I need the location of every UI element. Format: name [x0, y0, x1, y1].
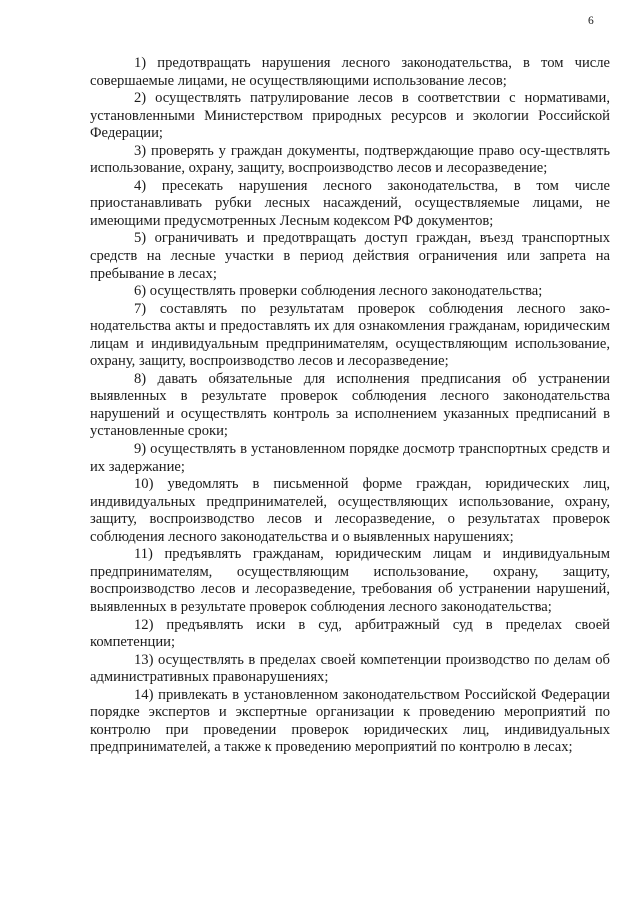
list-item: 5) ограничивать и предотвращать доступ граждан, въезд транспортных средств на лесные участки в период действия ограничения или запрета на пребывание в лесах; — [90, 230, 610, 282]
list-item: 8) давать обязательные для исполнения предписания об устранении выявленных в результате проверок соблюдения лесного законодательства нарушений и осуществлять контроль за исполнением указанных предписаний в установленные сроки; — [90, 370, 610, 440]
list-item: 9) осуществлять в установленном порядке досмотр транспортных средств и их задержание; — [90, 441, 610, 475]
list-item: 13) осуществлять в пределах своей компетенции производство по делам об административных правонарушениях; — [90, 651, 610, 686]
list-item: 10) уведомлять в письменной форме граждан, юридических лиц, индивидуальных предпринимателей, осуществляющих использование, охрану, защиту, воспроизводство лесов и лесоразведение, о результатах проверок соблюдения лесного законодательства и о выявленных нарушениях; — [90, 476, 610, 545]
page-number: 6 — [588, 15, 594, 27]
list-item: 11) предъявлять гражданам, юридическим лицам и индивидуальным предпринимателям, осуществляющим использование, охрану, защиту, воспроизводство лесов и лесоразведение, требования об устранении нарушений, выявленных в результате проверок соблюдения лесного законодательства; — [90, 546, 610, 615]
list-item: 3) проверять у граждан документы, подтверждающие право осу-ществлять использование, охрану, защиту, воспроизводство лесов и лесоразведение; — [90, 142, 610, 177]
list-item: 4) пресекать нарушения лесного законодательства, в том числе приостанавливать рубки лесных насаждений, осуществляемые лицами, не имеющими предусмотренных Лесным кодексом РФ документов; — [90, 177, 610, 229]
duties-list — [90, 55, 610, 757]
list-item: 14) привлекать в установленном законодательством Российской Федерации порядке экспертов и экспертные организации к проведению мероприятий по контролю при проведении проверок юридических лиц, индивидуальных предпринимателей, а также к проведению мероприятий по контролю в лесах; — [90, 686, 610, 756]
list-item: 12) предъявлять иски в суд, арбитражный суд в пределах своей компетенции; — [90, 616, 610, 651]
list-item: 2) осуществлять патрулирование лесов в соответствии с нормативами, установленными Министерством природных ресурсов и экологии Российской Федерации; — [90, 90, 610, 142]
list-item: 7) составлять по результатам проверок соблюдения лесного зако-нодательства акты и предоставлять их для ознакомления гражданам, юридическим лицам и индивидуальным предпринимателям, осуществляющим использование, охрану, защиту, воспроизводство лесов и лесоразведение; — [90, 300, 610, 370]
list-item: 6) осуществлять проверки соблюдения лесного законодательства; — [134, 283, 543, 300]
list-item: 1) предотвращать нарушения лесного законодательства, в том числе совершаемые лицами, не осуществляющими использование лесов; — [90, 55, 610, 89]
